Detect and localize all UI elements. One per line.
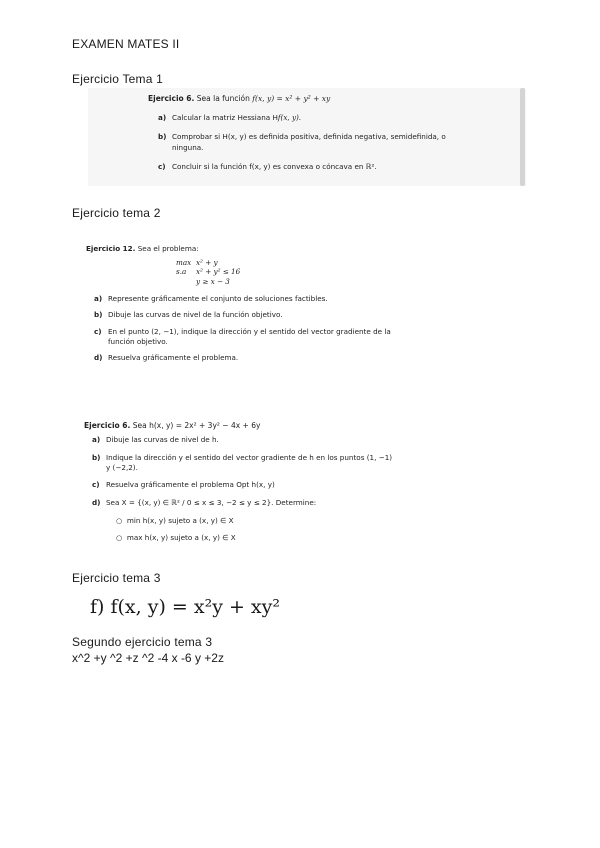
ex6a-a-math: f(x, y). bbox=[277, 113, 302, 122]
bullet-icon: ○ bbox=[116, 516, 123, 525]
ex12-constraint-1: x² + y² ≤ 16 bbox=[196, 267, 241, 276]
ex12-item-d bbox=[94, 353, 238, 362]
ex6a-item-b bbox=[158, 132, 446, 141]
ex6b-item-a bbox=[92, 435, 219, 444]
ex6b-option-min-text: min h(x, y) sujeto a (x, y) ∈ X bbox=[126, 516, 234, 525]
section-heading-tema-2: Ejercicio tema 2 bbox=[72, 206, 161, 220]
bullet-icon: ○ bbox=[116, 533, 123, 542]
ex6b-option-max-text: max h(x, y) sujeto a (x, y) ∈ X bbox=[126, 533, 236, 542]
ex12-item-b bbox=[94, 310, 283, 319]
ex6b-d-label: d) bbox=[92, 498, 101, 507]
ex6a-item-a bbox=[158, 113, 301, 122]
ex12-objective: x² + y bbox=[196, 258, 218, 267]
ex12-a-text: Represente gráficamente el conjunto de soluciones factibles. bbox=[108, 294, 328, 303]
ex6b-c-text: Resuelva gráficamente el problema Opt h(x, y) bbox=[106, 480, 275, 489]
document-title: EXAMEN MATES II bbox=[72, 37, 180, 51]
ex6b-b-text1: Indique la dirección y el sentido del vector gradiente de h en los puntos (1, −1) bbox=[106, 453, 393, 462]
ex12-c-label: c) bbox=[94, 327, 102, 336]
ex12-d-text: Resuelva gráficamente el problema. bbox=[108, 353, 239, 362]
ex6b-c-label: c) bbox=[92, 480, 100, 489]
tema3-formula: f) f(x, y) = x²y + xy² bbox=[90, 596, 280, 618]
ex6b-heading-bold: Ejercicio 6. bbox=[84, 421, 131, 430]
ex12-constraint-2: y ≥ x − 3 bbox=[196, 277, 230, 286]
ex12-item-c bbox=[94, 327, 391, 336]
ex6b-b-label: b) bbox=[92, 453, 101, 462]
ex6b-a-text: Dibuje las curvas de nivel de h. bbox=[106, 435, 219, 444]
ex6a-a-label: a) bbox=[158, 113, 167, 122]
ex12-heading-bold: Ejercicio 12. bbox=[86, 244, 136, 253]
ex12-heading-text: Sea el problema: bbox=[137, 244, 199, 253]
ex6a-b-text1: Comprobar si H bbox=[172, 132, 228, 141]
ex6b-a-label: a) bbox=[92, 435, 101, 444]
ex6b-b-continuation: y (−2,2). bbox=[106, 463, 138, 472]
ex6b-option-min bbox=[116, 516, 234, 525]
ex6b-item-c bbox=[92, 480, 275, 489]
ex12-d-label: d) bbox=[94, 353, 103, 362]
ex12-c-continuation: función objetivo. bbox=[108, 337, 168, 346]
ex6a-heading bbox=[148, 94, 330, 103]
ex6a-item-c bbox=[158, 162, 377, 171]
ex12-max-label: max bbox=[176, 258, 192, 267]
ex6b-item-b bbox=[92, 453, 392, 462]
ex6a-b-continuation: ninguna. bbox=[172, 143, 204, 152]
ex6b-heading bbox=[84, 421, 260, 430]
ex12-b-label: b) bbox=[94, 310, 103, 319]
section-heading-segundo-tema-3: Segundo ejercicio tema 3 bbox=[72, 635, 213, 649]
ex6b-option-max bbox=[116, 533, 236, 542]
section-heading-tema-1: Ejercicio Tema 1 bbox=[72, 72, 164, 86]
section-heading-tema-3: Ejercicio tema 3 bbox=[72, 571, 161, 585]
ex12-c-text1: En el punto (2, −1), indique la dirección y el sentido del vector gradiente de la bbox=[108, 327, 391, 336]
ex6a-heading-text: Sea la función bbox=[196, 94, 250, 103]
ex6a-heading-math: f(x, y) = x² + y² + xy bbox=[252, 94, 331, 103]
ex6a-c-text: Concluir si la función f(x, y) es convexa o cóncava en ℝ². bbox=[172, 162, 377, 171]
ex6b-item-d bbox=[92, 498, 316, 507]
ex6b-d-text: Sea X = {(x, y) ∈ ℝ² / 0 ≤ x ≤ 3, −2 ≤ y ≤ 2}. Determine: bbox=[106, 498, 317, 507]
ex6a-b-text2: (x, y) es definida positiva, definida negativa, semidefinida, o bbox=[227, 132, 446, 141]
ex6a-heading-bold: Ejercicio 6. bbox=[148, 94, 195, 103]
ex6b-heading-text: Sea h(x, y) = 2x² + 3y² − 4x + 6y bbox=[132, 421, 261, 430]
ex12-heading bbox=[86, 244, 199, 253]
ex6a-a-text: Calcular la matriz Hessiana H bbox=[172, 113, 278, 122]
ex6a-b-label: b) bbox=[158, 132, 167, 141]
image-scrollbar[interactable] bbox=[520, 88, 525, 186]
ex12-item-a bbox=[94, 294, 328, 303]
ex6a-c-label: c) bbox=[158, 162, 166, 171]
tema3-second-formula: x^2 +y ^2 +z ^2 -4 x -6 y +2z bbox=[72, 651, 224, 665]
ex12-b-text: Dibuje las curvas de nivel de la función objetivo. bbox=[108, 310, 283, 319]
ex12-a-label: a) bbox=[94, 294, 103, 303]
ex12-sa-label: s.a bbox=[176, 267, 187, 276]
